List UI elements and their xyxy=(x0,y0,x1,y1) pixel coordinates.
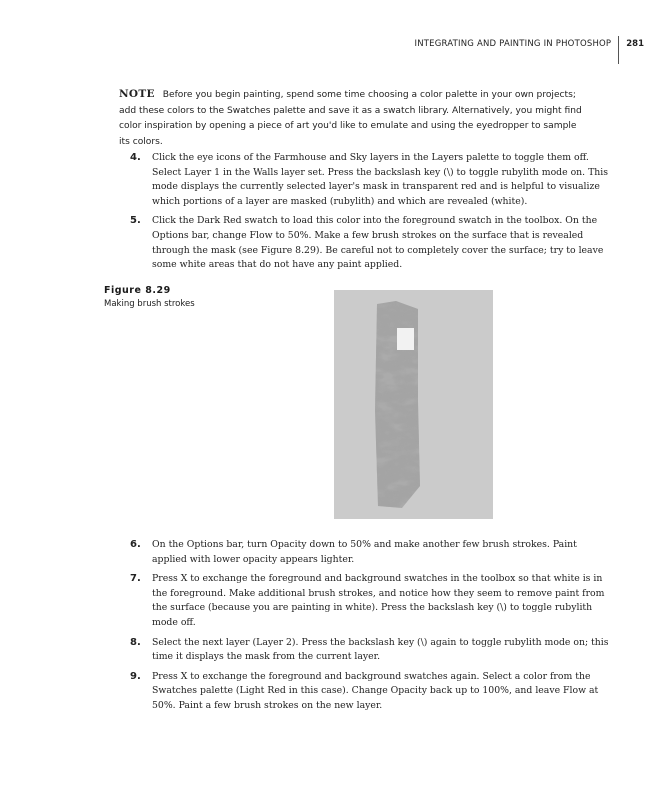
step-number: 4. xyxy=(130,152,141,163)
step-item xyxy=(130,572,610,630)
steps-list-bottom xyxy=(130,538,610,719)
running-header-title: INTEGRATING AND PAINTING IN PHOTOSHOP xyxy=(414,39,612,49)
step-text: On the Options bar, turn Opacity down to 50% and make another few brush strokes. Paint applied with lower opacity appears lighter. xyxy=(152,539,577,565)
steps-list-top xyxy=(130,151,610,278)
step-text: Click the Dark Red swatch to load this color into the foreground swatch in the toolbox. On the Options bar, change Flow to 50%. Make a few brush strokes on the surface that is revealed through the mask (see Figure 8.29). Be careful not to completely cover the surface; try to leave some white areas that do not have any paint applied. xyxy=(152,215,604,271)
window-cutout xyxy=(397,328,414,350)
step-text: Click the eye icons of the Farmhouse and Sky layers in the Layers palette to toggle them off. Select Layer 1 in the Walls layer set. Press the backslash key (\) to toggle rubylith mode on. This mode displays the currently selected layer's mask in transparent red and is helpful to visualize which portions of a layer are masked (rubylith) and which are revealed (white). xyxy=(152,152,608,207)
step-item xyxy=(130,670,610,714)
note-label: NOTE xyxy=(119,88,155,100)
step-number: 5. xyxy=(130,215,141,227)
step-number: 8. xyxy=(130,636,141,648)
step-item xyxy=(130,538,610,567)
step-number: 9. xyxy=(130,670,141,682)
figure-label: Figure 8.29 xyxy=(104,285,171,296)
step-text: Press X to exchange the foreground and background swatches in the toolbox so that white is in the foreground. Make additional brush strokes, and notice how they seem to remove paint from the surface (because you are painting in white). Press the backslash key (\) to toggle rubylith mode off. xyxy=(152,573,605,628)
note-box xyxy=(119,87,589,150)
masked-wall-surface xyxy=(364,290,434,519)
step-text: Press X to exchange the foreground and background swatches again. Select a color from the Swatches palette (Light Red in this case). Change Opacity back up to 100%, and leave Flow at 50%. Paint a few brush strokes on the new layer. xyxy=(152,670,599,711)
step-text: Select the next layer (Layer 2). Press the backslash key (\) again to toggle rubylith mode on; this time it displays the mask from the current layer. xyxy=(152,636,609,663)
running-header xyxy=(414,36,644,64)
note-text: Before you begin painting, spend some time choosing a color palette in your own projects; add these colors to the Swatches palette and save it as a swatch library. Alternatively, you might find color inspiration by opening a piece of art you'd like to emulate and using the eyedropper to sample its colors. xyxy=(119,90,582,147)
figure-description: Making brush strokes xyxy=(104,299,195,309)
brush-strokes-image xyxy=(334,290,493,519)
step-item xyxy=(130,636,610,665)
page-number: 281 xyxy=(626,39,644,49)
step-number: 6. xyxy=(130,539,141,550)
step-number: 7. xyxy=(130,573,141,585)
step-item xyxy=(130,151,610,209)
figure-caption xyxy=(104,285,195,309)
step-item xyxy=(130,214,610,272)
brush-strokes-figure xyxy=(334,290,493,519)
